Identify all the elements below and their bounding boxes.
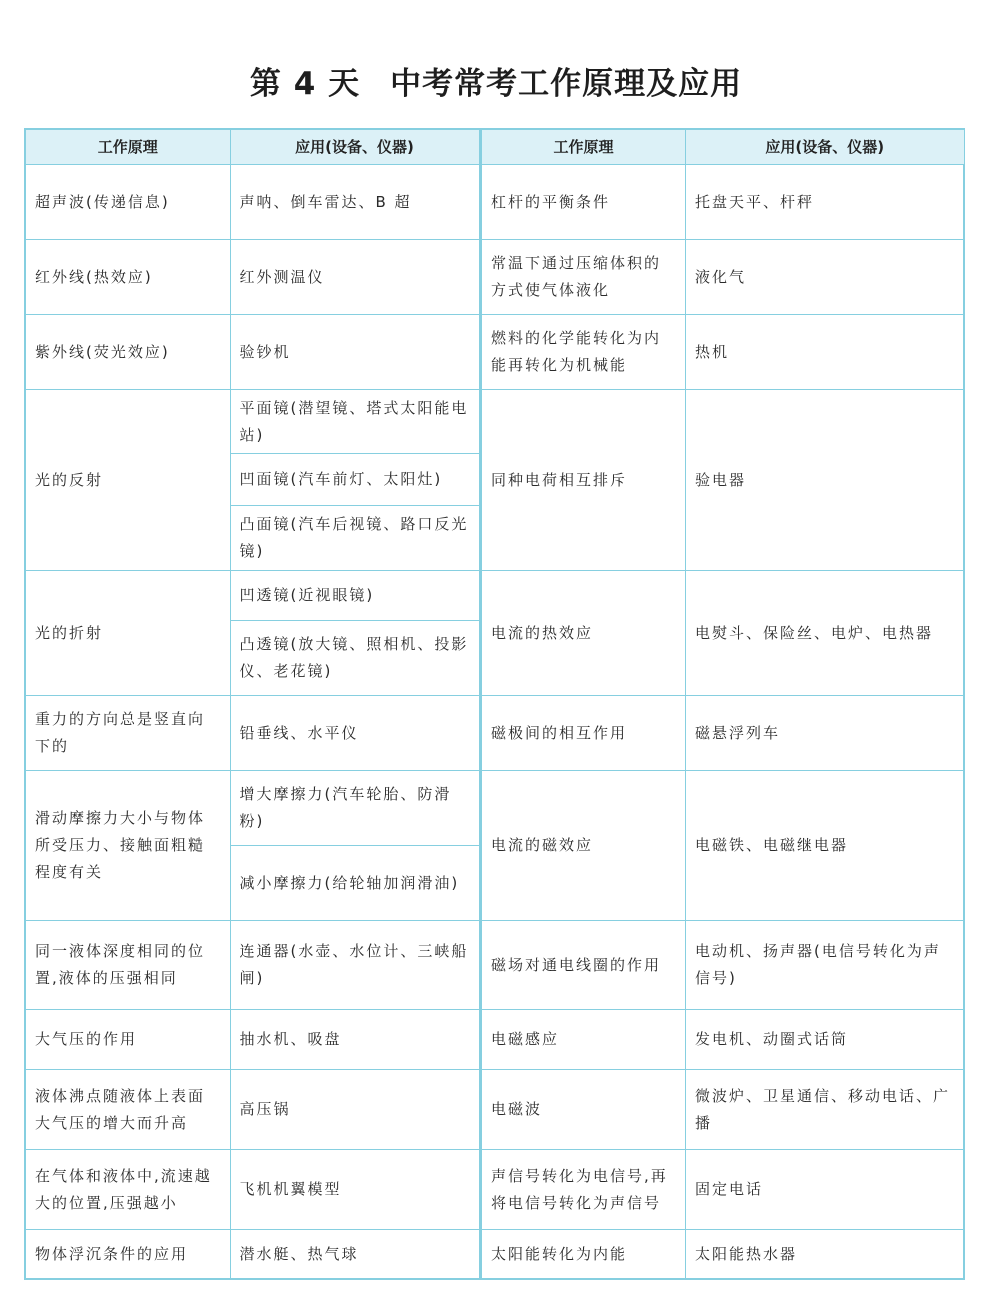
principle-cell: 同种电荷相互排斥 xyxy=(482,390,686,571)
application-cell: 潜水艇、热气球 xyxy=(230,1230,479,1279)
header-principle: 工作原理 xyxy=(482,130,686,165)
table-row xyxy=(482,390,964,571)
application-cell: 红外测温仪 xyxy=(230,240,479,315)
application-cell: 发电机、动圈式话筒 xyxy=(686,1010,964,1070)
table-row xyxy=(26,165,479,240)
principle-cell: 磁场对通电线圈的作用 xyxy=(482,921,686,1010)
principle-cell: 电磁波 xyxy=(482,1070,686,1150)
application-cell: 高压锅 xyxy=(230,1070,479,1150)
application-cell: 微波炉、卫星通信、移动电话、广播 xyxy=(686,1070,964,1150)
application-cell: 电动机、扬声器(电信号转化为声信号) xyxy=(686,921,964,1010)
application-cell: 磁悬浮列车 xyxy=(686,696,964,771)
table-row xyxy=(482,165,964,240)
title-text: 中考常考工作原理及应用 xyxy=(390,66,743,102)
application-cell: 平面镜(潜望镜、塔式太阳能电站) xyxy=(230,390,479,454)
principle-cell: 光的折射 xyxy=(26,571,230,696)
application-cell: 验电器 xyxy=(686,390,964,571)
principle-cell: 大气压的作用 xyxy=(26,1010,230,1070)
right-table xyxy=(481,130,964,1279)
principle-cell: 声信号转化为电信号,再将电信号转化为声信号 xyxy=(482,1150,686,1230)
application-cell: 电磁铁、电磁继电器 xyxy=(686,771,964,921)
principle-cell: 太阳能转化为内能 xyxy=(482,1230,686,1279)
application-cell: 增大摩擦力(汽车轮胎、防滑粉) xyxy=(230,771,479,846)
application-cell: 凸透镜(放大镜、照相机、投影仪、老花镜) xyxy=(230,621,479,696)
principle-cell: 同一液体深度相同的位置,液体的压强相同 xyxy=(26,921,230,1010)
principle-cell: 物体浮沉条件的应用 xyxy=(26,1230,230,1279)
application-cell: 连通器(水壶、水位计、三峡船闸) xyxy=(230,921,479,1010)
header-row xyxy=(26,130,479,165)
principle-cell: 电流的热效应 xyxy=(482,571,686,696)
table-row xyxy=(482,315,964,390)
principle-cell: 杠杆的平衡条件 xyxy=(482,165,686,240)
principle-cell: 红外线(热效应) xyxy=(26,240,230,315)
application-cell: 铅垂线、水平仪 xyxy=(230,696,479,771)
table-row xyxy=(482,921,964,1010)
principle-cell: 在气体和液体中,流速越大的位置,压强越小 xyxy=(26,1150,230,1230)
application-cell: 声呐、倒车雷达、B 超 xyxy=(230,165,479,240)
application-cell: 飞机机翼模型 xyxy=(230,1150,479,1230)
table-row xyxy=(482,1070,964,1150)
table-row xyxy=(26,571,479,621)
principle-cell: 光的反射 xyxy=(26,390,230,571)
table-row xyxy=(482,1010,964,1070)
table-row xyxy=(482,1150,964,1230)
header-application: 应用(设备、仪器) xyxy=(230,130,479,165)
principle-cell: 电磁感应 xyxy=(482,1010,686,1070)
table-row xyxy=(26,390,479,454)
application-cell: 抽水机、吸盘 xyxy=(230,1010,479,1070)
table-row xyxy=(26,921,479,1010)
header-application: 应用(设备、仪器) xyxy=(686,130,964,165)
principle-cell: 紫外线(荧光效应) xyxy=(26,315,230,390)
application-cell: 凸面镜(汽车后视镜、路口反光镜) xyxy=(230,506,479,571)
application-cell: 凹透镜(近视眼镜) xyxy=(230,571,479,621)
application-cell: 热机 xyxy=(686,315,964,390)
table-row xyxy=(482,696,964,771)
application-cell: 验钞机 xyxy=(230,315,479,390)
header-row xyxy=(482,130,964,165)
title-day: 第 4 天 xyxy=(249,66,361,102)
table-row xyxy=(482,1230,964,1279)
application-cell: 凹面镜(汽车前灯、太阳灶) xyxy=(230,454,479,506)
principle-cell: 液体沸点随液体上表面大气压的增大而升高 xyxy=(26,1070,230,1150)
principle-cell: 超声波(传递信息) xyxy=(26,165,230,240)
principle-cell: 重力的方向总是竖直向下的 xyxy=(26,696,230,771)
table-row xyxy=(26,771,479,846)
application-cell: 固定电话 xyxy=(686,1150,964,1230)
table-row xyxy=(26,1150,479,1230)
table-row xyxy=(482,571,964,696)
table-row xyxy=(26,1010,479,1070)
table-row xyxy=(26,1230,479,1279)
application-cell: 太阳能热水器 xyxy=(686,1230,964,1279)
table-row xyxy=(26,1070,479,1150)
table-row xyxy=(482,240,964,315)
principle-cell: 磁极间的相互作用 xyxy=(482,696,686,771)
table-row xyxy=(26,696,479,771)
principle-cell: 电流的磁效应 xyxy=(482,771,686,921)
table-row xyxy=(26,315,479,390)
principle-cell: 燃料的化学能转化为内能再转化为机械能 xyxy=(482,315,686,390)
principle-cell: 滑动摩擦力大小与物体所受压力、接触面粗糙程度有关 xyxy=(26,771,230,921)
application-cell: 液化气 xyxy=(686,240,964,315)
table-row xyxy=(482,771,964,921)
application-cell: 托盘天平、杆秤 xyxy=(686,165,964,240)
table-row xyxy=(26,240,479,315)
application-cell: 电熨斗、保险丝、电炉、电热器 xyxy=(686,571,964,696)
left-table xyxy=(26,130,480,1279)
principle-cell: 常温下通过压缩体积的方式使气体液化 xyxy=(482,240,686,315)
header-principle: 工作原理 xyxy=(26,130,230,165)
principles-table-frame xyxy=(24,128,965,1280)
application-cell: 减小摩擦力(给轮轴加润滑油) xyxy=(230,846,479,921)
page-title xyxy=(0,58,992,103)
